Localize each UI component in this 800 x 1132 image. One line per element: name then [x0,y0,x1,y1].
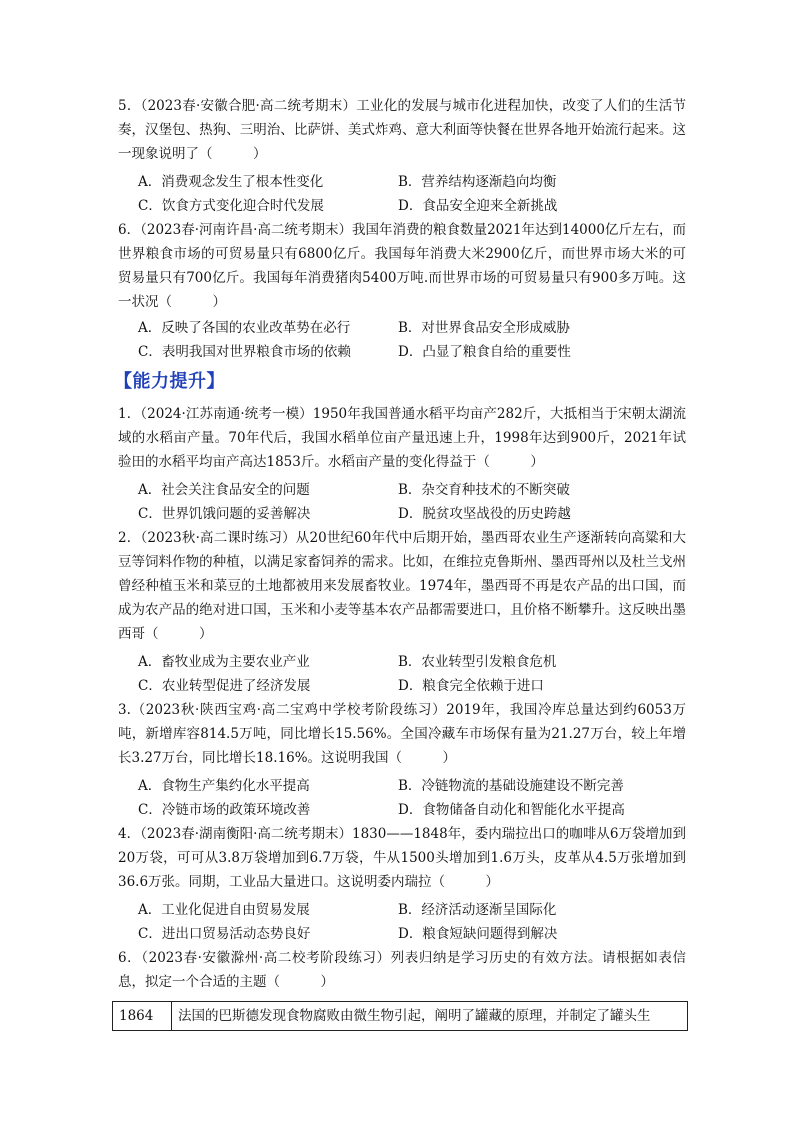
option-b[interactable]: B．农业转型引发粮食危机 [398,654,557,670]
option-d[interactable]: D．食物储备自动化和智能化水平提高 [398,802,625,818]
question-4-options [138,898,678,946]
option-d[interactable]: D．脱贫攻坚战役的历史跨越 [398,506,571,522]
option-c[interactable]: C．农业转型促进了经济发展 [138,678,311,694]
option-d[interactable]: D．凸显了粮食自给的重要性 [398,344,571,360]
option-c[interactable]: C．冷链市场的政策环境改善 [138,802,311,818]
question-5-stem: 5．（2023春·安徽合肥·高二统考期末）工业化的发展与城市化进程加快，改变了人们的生活节奏，汉堡包、热狗、三明治、比萨饼、美式炸鸡、意大利面等快餐在世界各地开始流行起来。这一现象说明了（ ） [118,98,686,162]
table-cell-year: 1864 [113,1002,172,1031]
question-6-stem: 6．（2023春·河南许昌·高二统考期末）我国年消费的粮食数量2021年达到14000亿斤左右，而世界粮食市场的可贸易量只有6800亿斤。我国每年消费大米2900亿斤，而世界市场大米的可贸易量只有700亿斤。我国每年消费猪肉5400万吨.而世界市场的可贸易量只有900多万吨。这一状况（ ） [118,222,686,310]
option-a[interactable]: A．消费观念发生了根本性变化 [138,174,324,190]
option-b[interactable]: B．杂交育种技术的不断突破 [398,482,570,498]
option-c[interactable]: C．世界饥饿问题的妥善解决 [138,506,311,522]
question-4-stem: 4．（2023春·湖南衡阳·高二统考期末）1830——1848年，委内瑞拉出口的咖啡从6万袋增加到20万袋，可可从3.8万袋增加到6.7万袋，牛从1500头增加到1.6万头，皮革从4.5万张增加到36.6万张。同期，工业品大量进口。这说明委内瑞拉（ ） [118,826,686,890]
option-a[interactable]: A．社会关注食品安全的问题 [138,482,310,498]
question-2-stem: 2．（2023秋·高二课时练习）从20世纪60年代中后期开始，墨西哥农业生产逐渐转向高粱和大豆等饲料作物的种植，以满足家畜饲养的需求。比如，在维拉克鲁斯州、墨西哥州以及杜兰戈州曾经种植玉米和菜豆的土地都被用来发展畜牧业。1974年，墨西哥不再是农产品的出口国，而成为农产品的绝对进口国，玉米和小麦等基本农产品都需要进口，且价格不断攀升。这反映出墨西哥（ ） [118,530,686,642]
question-2-options [138,650,678,698]
option-c[interactable]: C．表明我国对世界粮食市场的依赖 [138,344,351,360]
option-b[interactable]: B．冷链物流的基础设施建设不断完善 [398,778,624,794]
option-a[interactable]: A．反映了各国的农业改革势在必行 [138,320,351,336]
option-a[interactable]: A．工业化促进自由贸易发展 [138,902,310,918]
section-title: 【能力提升】 [114,371,225,392]
option-c[interactable]: C．进出口贸易活动态势良好 [138,926,311,942]
option-d[interactable]: D．食品安全迎来全新挑战 [398,198,558,214]
question-1-stem: 1．（2024·江苏南通·统考一模）1950年我国普通水稻平均亩产282斤，大抵相当于宋朝太湖流域的水稻亩产量。70年代后，我国水稻单位亩产量迅速上升，1998年达到900斤，2021年试验田的水稻平均亩产高达1853斤。水稻亩产量的变化得益于（ ） [118,406,686,470]
option-b[interactable]: B．营养结构逐渐趋向均衡 [398,174,557,190]
question-3-stem: 3.（2023秋·陕西宝鸡·高二宝鸡中学校考阶段练习）2019年，我国冷库总量达到约6053万吨，新增库容814.5万吨，同比增长15.56%。全国冷藏车市场保有量为21.27万台，较上年增长3.27万台，同比增长18.16%。这说明我国（ ） [118,702,687,766]
option-c[interactable]: C．饮食方式变化迎合时代发展 [138,198,324,214]
table-cell-text: 法国的巴斯德发现食物腐败由微生物引起，阐明了罐藏的原理，并制定了罐头生 [172,1002,688,1031]
option-b[interactable]: B．对世界食品安全形成威胁 [398,320,570,336]
question-1-options [138,478,678,526]
history-table [112,1001,688,1031]
table-row [113,1002,688,1031]
question-6-options [138,316,678,364]
question-6b-stem: 6．（2023春·安徽滁州·高二校考阶段练习）列表归纳是学习历史的有效方法。请根据如表信息，拟定一个合适的主题（ ） [118,950,686,990]
option-d[interactable]: D．粮食完全依赖于进口 [398,678,544,694]
option-d[interactable]: D．粮食短缺问题得到解决 [398,926,558,942]
option-a[interactable]: A．食物生产集约化水平提高 [138,778,310,794]
question-3-options [138,774,678,822]
option-b[interactable]: B．经济活动逐渐呈国际化 [398,902,557,918]
question-5-options [138,170,678,218]
option-a[interactable]: A．畜牧业成为主要农业产业 [138,654,310,670]
